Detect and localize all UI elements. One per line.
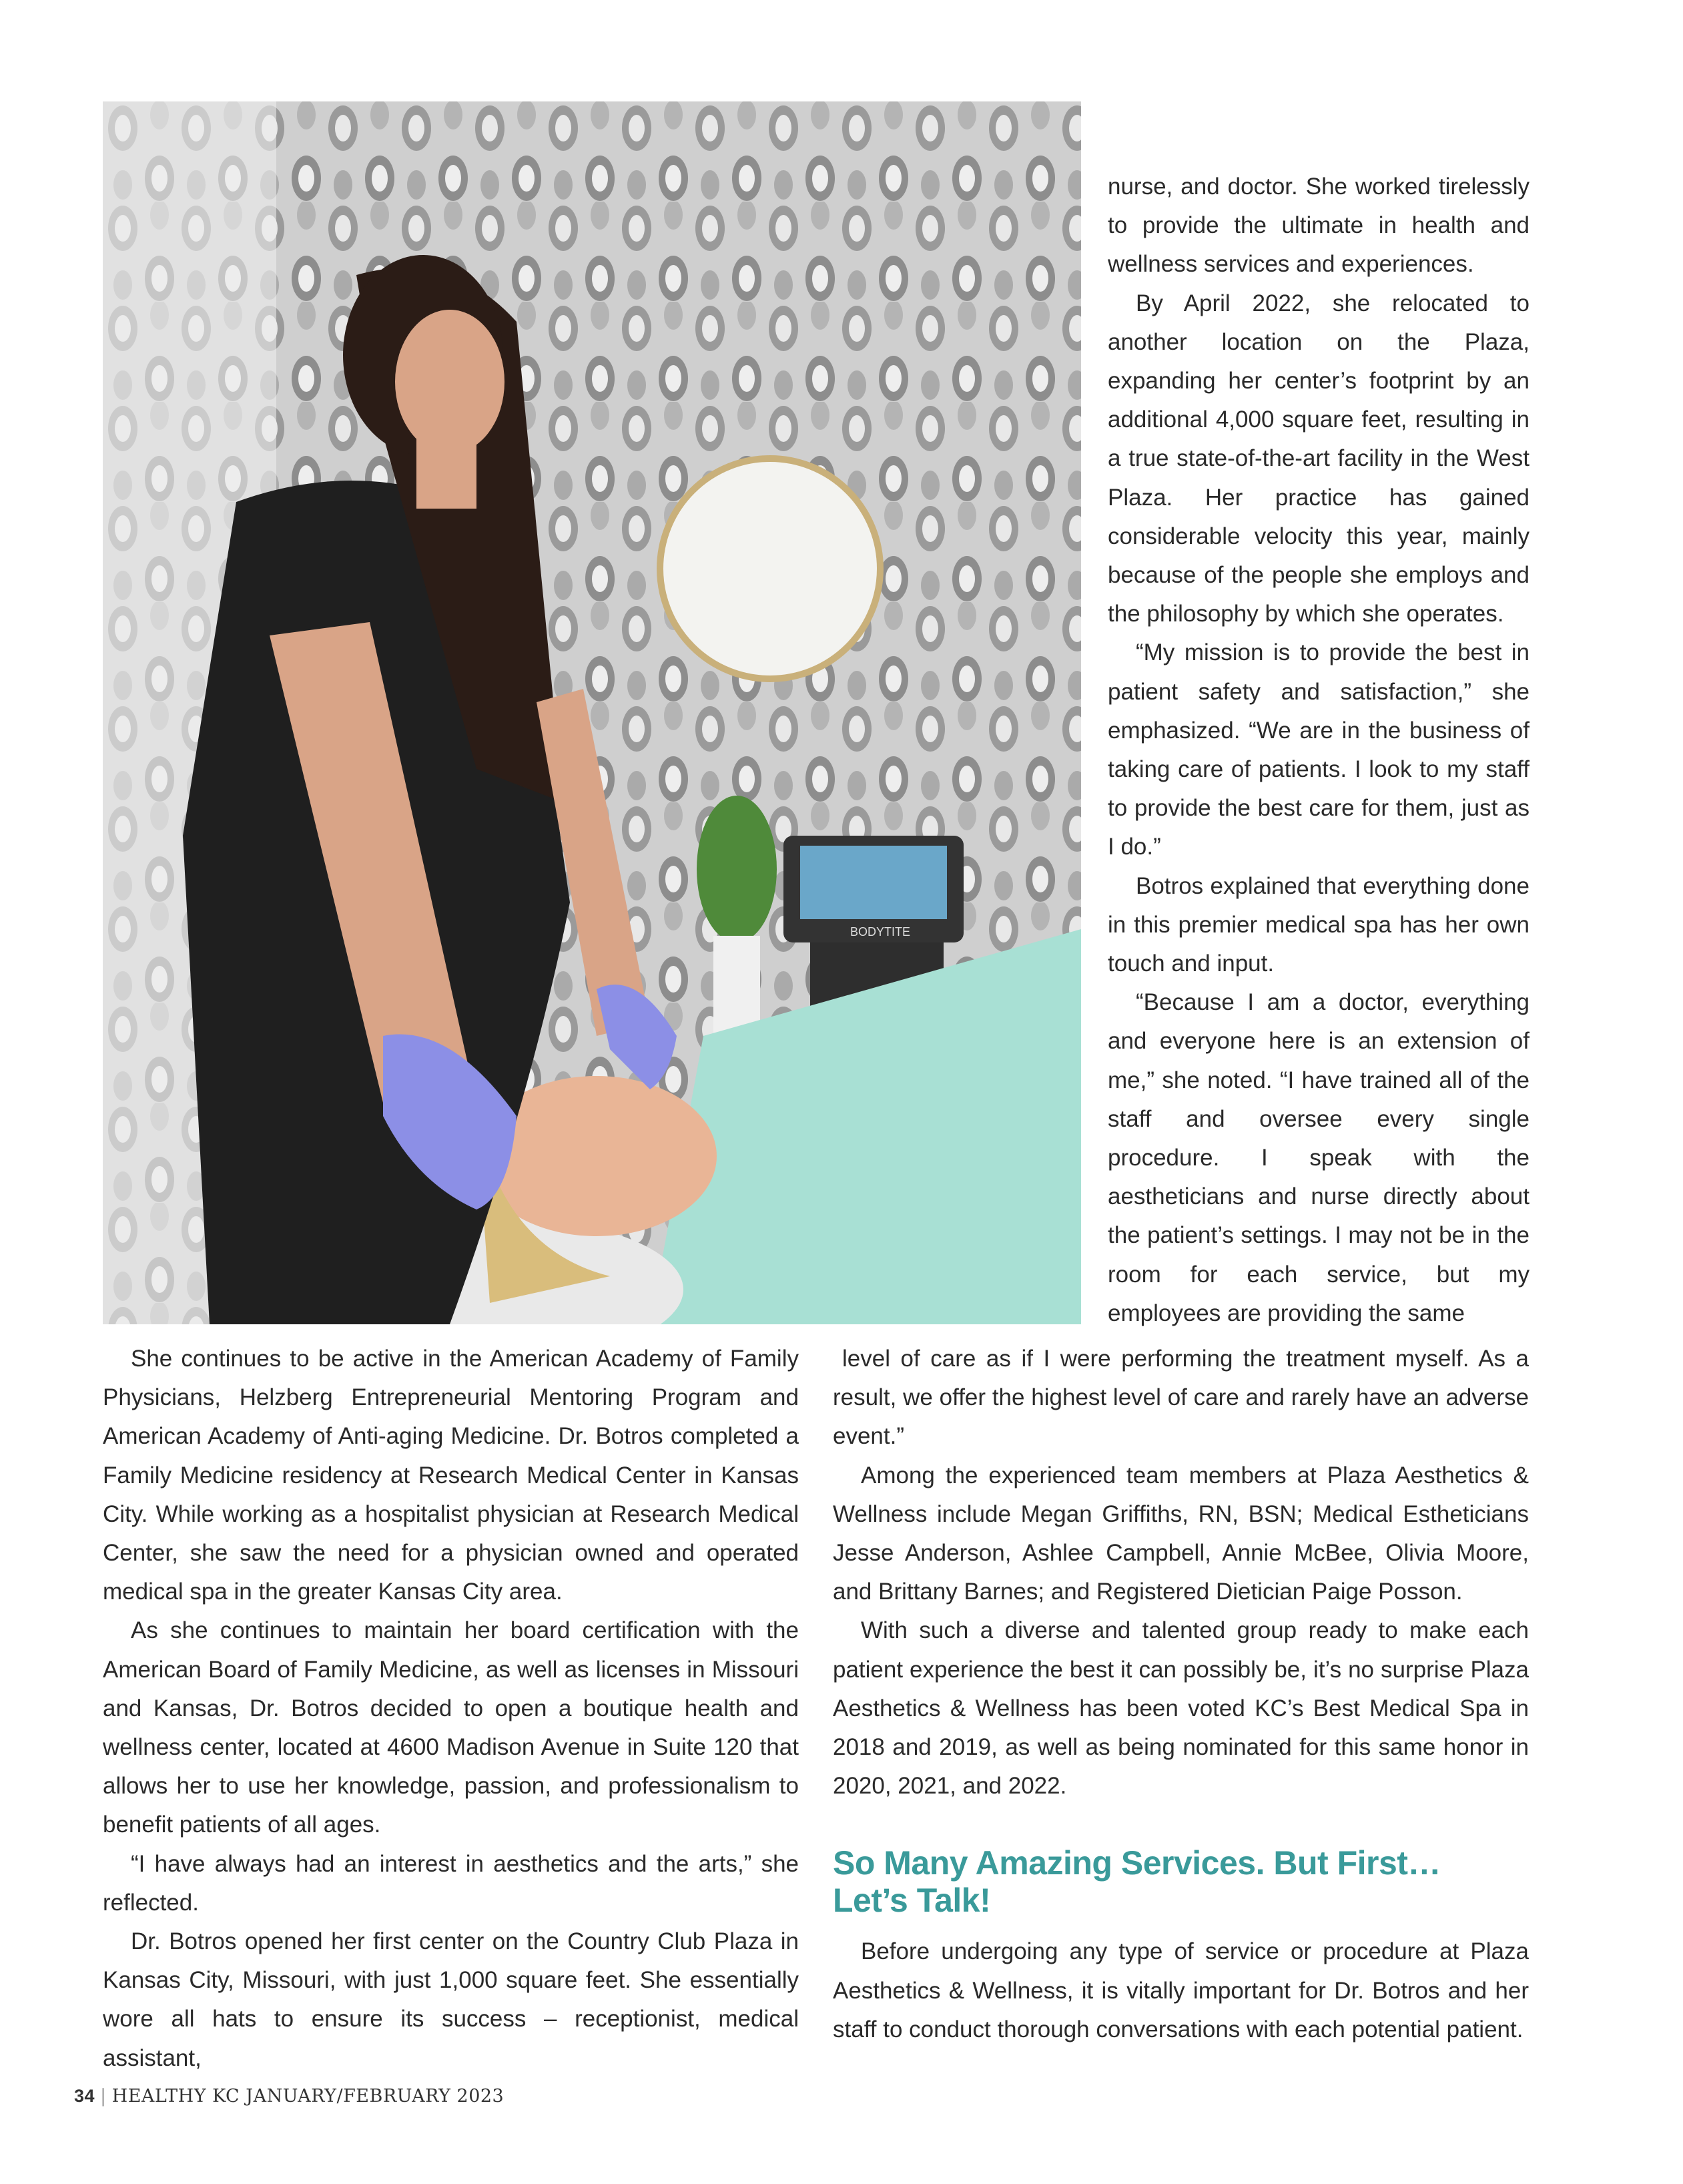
paragraph: “I have always had an interest in aesthetics and the arts,” she reflected.: [103, 1850, 799, 1916]
paragraph: “My mission is to provide the best in patient safety and satisfaction,” she emphasized. “We are in the business of taking care of patients. I look to my staff to provide the best care for them, just as I do.”: [1108, 639, 1530, 860]
paragraph: level of care as if I were performing the treatment myself. As a result, we offer the highest level of care and rarely have an adverse event.”: [833, 1346, 1529, 1450]
paragraph: With such a diverse and talented group ready to make each patient experience the best it can possibly be, it’s no surprise Plaza Aesthetics & Wellness has been voted KC’s Best Medical Spa in 2018 and 2019, as well as being nominated for this same honor in 2020, 2021, and 2022.: [833, 1617, 1529, 1800]
paragraph: By April 2022, she relocated to another location on the Plaza, expanding her center’s footprint by an additional 4,000 square feet, resulting in a true state-of-the-art facility in the West Plaza. Her practice has gained considerable velocity this year, mainly because of the people she employs and the philosophy by which she operates.: [1108, 290, 1530, 627]
paragraph: As she continues to maintain her board certification with the American Board of Family Medicine, as well as licenses in Missouri and Kansas, Dr. Botros decided to open a boutique health and wellness center, located at 4600 Madison Avenue in Suite 120 that allows her to use her knowledge, passion, and professionalism to benefit patients of all ages.: [103, 1617, 799, 1838]
section-heading-line-1: So Many Amazing Services. But First…: [833, 1844, 1441, 1882]
paragraph: Dr. Botros opened her first center on the Country Club Plaza in Kansas City, Missouri, with just 1,000 square feet. She essentially wore all hats to ensure its success – receptionist, medical assistant,: [103, 1928, 799, 2071]
paragraph: Before undergoing any type of service or procedure at Plaza Aesthetics & Wellness, it is vitally important for Dr. Botros and her staff to conduct thorough conversations with each potential patient.: [833, 1938, 1529, 2042]
section-heading-line-2: Let’s Talk!: [833, 1882, 991, 1920]
publication-name: HEALTHY KC JANUARY/FEBRUARY 2023: [111, 2086, 504, 2107]
device-label: BODYTITE: [850, 925, 911, 938]
paragraph: “Because I am a doctor, everything and everyone here is an extension of me,” she noted. “I have trained all of the staff and oversee every single procedure. I speak with the aestheticians and nurse directly about the patient’s settings. I may not be in the room for each service, but my employees are providing the same: [1108, 989, 1530, 1326]
paragraph: nurse, and doctor. She worked tirelessly to provide the ultimate in health and wellness services and experiences.: [1108, 174, 1530, 278]
paragraph: Among the experienced team members at Plaza Aesthetics & Wellness include Megan Griffiths, RN, BSN; Medical Estheticians Jesse Anderson, Ashlee Campbell, Annie McBee, Olivia Moore, and Brittany Barnes; and Registered Dietician Paige Posson.: [833, 1462, 1529, 1605]
article-column-right-top: [1108, 168, 1530, 1333]
treatment-photo: [103, 101, 1081, 1324]
article-column-right: [833, 1340, 1529, 2049]
page-number: 34: [74, 2086, 95, 2106]
page-footer: [74, 2086, 504, 2107]
paragraph: Botros explained that everything done in this premier medical spa has her own touch and input.: [1108, 872, 1530, 977]
photo-illustration: [103, 101, 1081, 1324]
article-column-left: [103, 1340, 799, 2078]
paragraph: She continues to be active in the American Academy of Family Physicians, Helzberg Entrepreneurial Mentoring Program and American Academy of Anti-aging Medicine. Dr. Botros completed a Family Medicine residency at Research Medical Center in Kansas City. While working as a hospitalist physician at Research Medical Center, she saw the need for a physician owned and operated medical spa in the greater Kansas City area.: [103, 1346, 799, 1605]
section-heading: [833, 1844, 1529, 1919]
footer-separator: |: [100, 2086, 107, 2107]
